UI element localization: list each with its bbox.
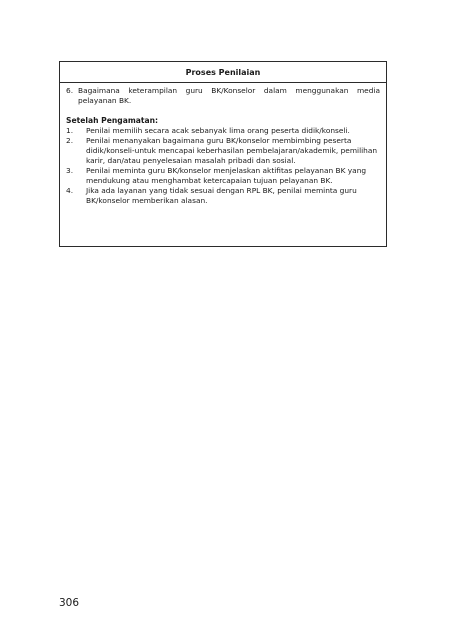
question-item — [66, 86, 380, 106]
step-item — [66, 136, 380, 166]
step-number: 2. — [66, 136, 74, 145]
table-header: Proses Penilaian — [60, 62, 386, 83]
page-number: 306 — [59, 597, 80, 609]
step-text: Jika ada layanan yang tidak sesuai dengan RPL BK, penilai meminta guru BK/konselor memberikan alasan. — [86, 186, 357, 205]
step-number: 3. — [66, 166, 74, 175]
step-text: Penilai meminta guru BK/konselor menjelaskan aktifitas pelayanan BK yang mendukung atau menghambat ketercapaian tujuan pelayanan BK. — [86, 166, 367, 185]
table-body — [60, 83, 386, 206]
assessment-table — [59, 61, 387, 247]
step-item — [66, 126, 380, 136]
step-text: Penilai menanyakan bagaimana guru BK/konselor membimbing peserta didik/konseli-untuk mencapai keberhasilan pembelajaran/akademik, pemilihan karir, dan/atau penyelesaian masalah pribadi dan sosial. — [86, 136, 378, 165]
step-number: 4. — [66, 186, 74, 195]
question-text: Bagaimana keterampilan guru BK/Konselor dalam menggunakan media pelayanan BK. — [78, 86, 380, 105]
step-item — [66, 186, 380, 206]
step-text: Penilai memilih secara acak sebanyak lima orang peserta didik/konseli. — [86, 126, 350, 135]
step-item — [66, 166, 380, 186]
step-number: 1. — [66, 126, 74, 135]
section-title: Setelah Pengamatan: — [66, 116, 159, 125]
step-list — [66, 126, 380, 206]
question-number: 6. — [66, 86, 74, 95]
